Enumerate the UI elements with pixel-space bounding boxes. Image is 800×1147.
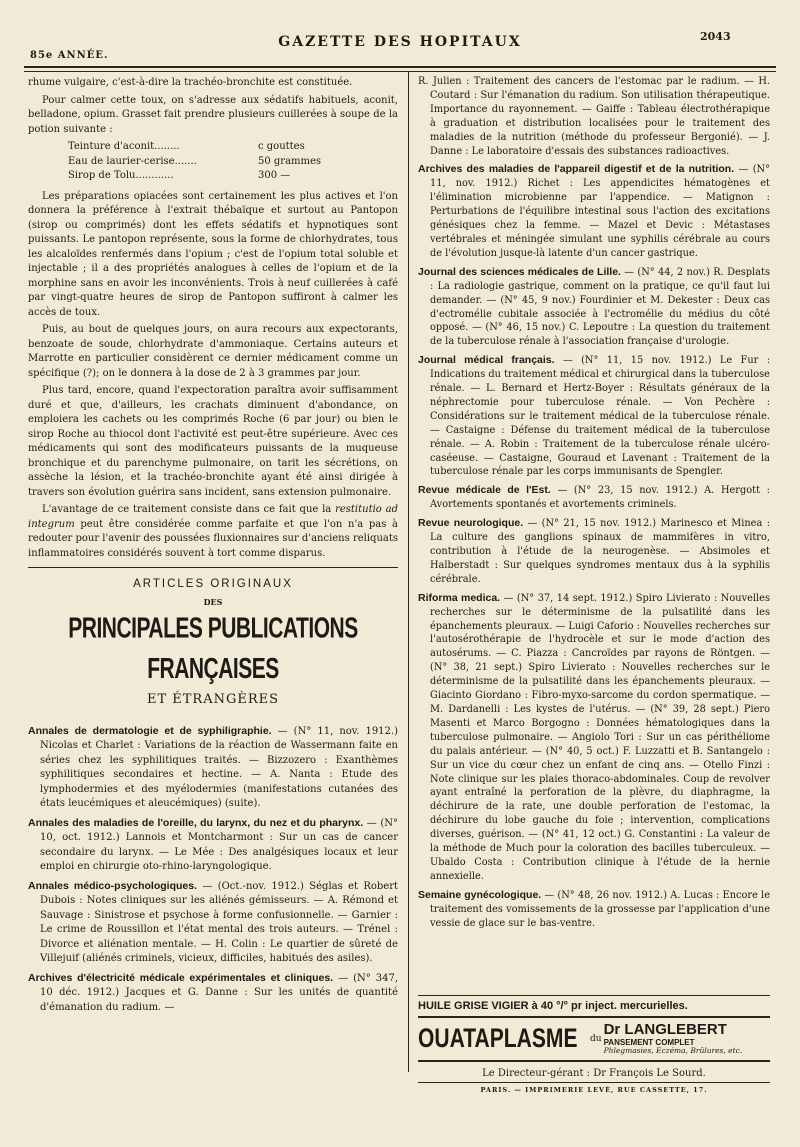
section-des: DES — [203, 596, 223, 607]
journal-title: Journal médical français. — [418, 354, 555, 367]
publication-entry: Archives des maladies de l'appareil digestif et de la nutrition. — (N° 11, nov. 1912.) Richet : Les appendicites hématogènes et l'élimination microbienne par l'appendice. — Matignon : Perturbations de l'équilibre intestinal sous l'action des excitations génésiques chez la femme. — Mazel et Devic : Métastases vertébrales et méningée simulant une syphilis cérébrale au cours de l'évolution jusque-là latente d'un cancer gastrique. — [418, 163, 770, 259]
header-rule — [24, 66, 776, 72]
publication-entry: Journal médical français. — (N° 11, 15 nov. 1912.) Le Fur : Indications du traitement médical et chirurgical dans la tuberculose rénale. — L. Bernard et Hertz-Boyer : Résultats généraux de la néphrectomie pour tuberculose rénale. — Von Pechère : Considérations sur le traitement médical de la tuberculose rénale. — Castaigne : Défense du traitement médical de la tuberculose rénale. — A. Robin : Traitement de la tuberculose rénale ulcéro-caséeuse. — Castaigne, Gouraud et Lavenant : Traitement de la tuberculose rénale par les corps immunisants de Spengler. — [418, 354, 770, 478]
section-rule — [28, 567, 398, 568]
publication-entry: Journal des sciences médicales de Lille. — (N° 44, 2 nov.) R. Desplats : La radiologie gastrique, comment on la pratique, ce qu'il faut lui demander. — (N° 45, 9 nov.) Fourdinier et M. Dekester : Deux cas d'ectromélie cubitale associée à l'ectromélie du médius du côté opposé. — (N° 46, 15 nov.) C. Lepoutre : La question du traitement de la tuberculose rénale à l'association française d'urologie. — [418, 265, 770, 348]
ouataplasme-advert: OUATAPLASME du Dr LANGLEBERT PANSEMENT COMPLET Phlegmasies, Eczéma, Brûlures, etc. — [418, 1016, 770, 1062]
langlebert-name: Dr LANGLEBERT — [603, 1021, 727, 1038]
publication-entry: Archives d'électricité médicale expérimentales et cliniques. — (N° 347, 10 déc. 1912.) Jacques et G. Danne : Sur les unités de quantité d'émanation du radium. — — [28, 971, 398, 1013]
section-label: ARTICLES ORIGINAUX — [133, 578, 293, 590]
journal-title: Semaine gynécologique. — [418, 888, 542, 901]
advert-details: Dr LANGLEBERT PANSEMENT COMPLET Phlegmasies, Eczéma, Brûlures, etc. — [603, 1021, 743, 1056]
left-column — [28, 76, 398, 1019]
journal-title: Revue médicale de l'Est. — [418, 484, 551, 497]
prescription-line: Teinture d'aconit........ c gouttes — [68, 141, 305, 152]
ouataplasme-brand: OUATAPLASME — [418, 1023, 578, 1054]
journal-title: Archives d'électricité médicale expérimentales et cliniques. — [28, 971, 334, 984]
journal-title: Journal des sciences médicales de Lille. — [418, 265, 621, 278]
journal-title: Annales des maladies de l'oreille, du larynx, du nez et du pharynx. — [28, 816, 364, 829]
paragraph: rhume vulgaire, c'est-à-dire la trachéo-bronchite est constituée. — [28, 77, 353, 88]
publication-entry: R. Julien : Traitement des cancers de l'estomac par le radium. — H. Coutard : Sur l'émanation du radium. Son utilisation thérapeutique. Importance du rayonnement. — Gaiffe : Tableau électrothérapique à graduation et distribution localisées pour le traitement des maladies de la nutrition (méthode du professeur Bergonié). — J. Danne : Le laboratoire d'essais des substances radioactives. — [418, 76, 770, 157]
paragraph: Puis, au bout de quelques jours, on aura recours aux expectorants, benzoate de soude, chlorhydrate d'ammoniaque. Certains auteurs et Marrotte en particulier considèrent ce dernier médicament comme un spécifique (?); on le donnera à la dose de 2 à 3 grammes par jour. — [28, 324, 398, 379]
prescription-line: Eau de laurier-cerise....... 50 grammes — [68, 155, 322, 167]
publication-entry: Revue médicale de l'Est. — (N° 23, 15 nov. 1912.) A. Hergott : Avortements spontanés et avortements criminels. — [418, 484, 770, 511]
section-subtitle: ET ÉTRANGÈRES — [146, 692, 280, 708]
paragraph: Pour calmer cette toux, on s'adresse aux sédatifs habituels, aconit, belladone, opium. Grasset fait prendre plusieurs cuillerées à soupe de la potion suivante : — [28, 94, 398, 135]
prescription — [68, 140, 398, 184]
publication-entry: Annales médico-psychologiques. — (Oct.-nov. 1912.) Séglas et Robert Dubois : Notes cliniques sur les aliénés gémisseurs. — A. Rémond et Sauvage : Sinistrose et psychose à forme confusionnelle. — Garnier : Le crime de Roussillon et l'état mental des trois auteurs. — Trénel : Divorce et aliénation mentale. — H. Colin : Le quartier de sûreté de Villejuif (aliénés criminels, vicieux, difficiles, habitués des asiles). — [28, 879, 399, 965]
publication-entry: Annales des maladies de l'oreille, du larynx, du nez et du pharynx. — (N° 10, oct. 1912.) Lannois et Montcharmont : Sur un cas de cancer secondaire du larynx. — Le Mée : Des analgésiques locaux et leur emploi en chirurgie oto-rhino-laryngologique. — [28, 816, 398, 873]
section-title: PRINCIPALES PUBLICATIONS FRANÇAISES — [68, 613, 358, 686]
journal-title: Revue neurologique. — [418, 517, 524, 530]
publication-entry: Revue neurologique. — (N° 21, 15 nov. 1912.) Marinesco et Minea : La culture des ganglions spinaux de mammifères in vitro, contribution à l'étude de la neurogenèse. — Absimoles et Halberstadt : Sur quelques syndromes mentaux dus à la syphilis cérébrale. — [418, 517, 770, 585]
paragraph: L'avantage de ce traitement consiste dans ce fait que la restitutio ad integrum peut être considérée comme parfaite et que l'on n'a pas à redouter pour l'avenir des poussées fluxionnaires sur d'anciens reliquats inflammatoires considérés souvent à tort comme disparus. — [28, 504, 398, 559]
publication-entry: Annales de dermatologie et de syphiligraphie. — (N° 11, nov. 1912.) Nicolas et Charlet : Variations de la réaction de Wassermann faite en séries chez les syphilitiques traités. — Bizzozero : Exanthèmes syphilitiques secondaires et hectine. — A. Nanta : Etude des lymphodermies et des myélodermies (manifestations cutanées des états leucémiques et aleucémiques) (suite). — [28, 724, 398, 810]
paragraph: Les préparations opiacées sont certainement les plus actives et l'on donnera la préférence à l'extrait thébaïque et surtout au Pantopon (sirop ou comprimés) dont les effets sédatifs et hypnotiques sont puissants. Le pantopon représente, sous la forme de chlorhydrates, tous les alcaloïdes renfermés dans l'opium ; c'est de l'opium total soluble et injectable ; il a des propriétés analogues à celles de l'opium et de la morphine sans en avoir les inconvénients. Trois à neuf cuillerées à café par vingt-quatre heures de sirop de Pantopon suffiront à calmer les accès de toux. — [28, 190, 398, 318]
directeur-gerant: Le Directeur-gérant : Dr François Le Sourd. — [482, 1067, 706, 1079]
issue-year: 85e ANNÉE. — [30, 50, 109, 61]
journal-title: Annales de dermatologie et de syphiligraphie. — [28, 724, 272, 737]
journal-title: Annales médico-psychologiques. — [28, 879, 198, 892]
journal-title: Archives des maladies de l'appareil digestif et de la nutrition. — [418, 163, 735, 176]
prescription-line: Sirop de Tolu............ 300 — — [68, 170, 291, 181]
journal-title: Riforma medica. — [418, 591, 501, 604]
publication-entry: Semaine gynécologique. — (N° 48, 26 nov. 1912.) A. Lucas : Encore le traitement des vomissements de la grossesse par l'application d'une vessie de glace sur le bas-ventre. — [418, 888, 770, 929]
imprimerie-line: PARIS. — IMPRIMERIE LEVÉ, RUE CASSETTE, 17. — [418, 1082, 770, 1094]
page-number: 2043 — [700, 30, 731, 43]
huile-grise-advert: HUILE GRISE VIGIER à 40 °/° pr inject. mercurielles. — [418, 995, 770, 1016]
advert-block — [418, 995, 770, 1094]
newspaper-title: GAZETTE DES HOPITAUX — [278, 34, 522, 50]
publication-entry: Riforma medica. — (N° 37, 14 sept. 1912.) Spiro Livierato : Nouvelles recherches sur le déterminisme de la pulsatilité dans les épanchements pleuraux. — Luigi Caforio : Nouvelles recherches sur l'autosérothérapie de l'hydrocèle et sur le mode d'action des autosérums. — C. Piazza : Cancroïdes par rayons de Röntgen. — (N° 38, 21 sept.) Spiro Livierato : Nouvelles recherches sur le déterminisme de la pulsatilité dans les épanchements pleuraux. — Giacinto Giordano : Fibro-myxo-sarcome du cordon spermatique. — M. Dardanelli : Les kystes de l'utérus. — (N° 39, 28 sept.) Piero Masenti et Marco Borgogno : Données hématologiques dans la tuberculose pulmonaire. — Angiolo Tori : Sur un cas périthéliome du palais antérieur. — (N° 40, 5 oct.) F. Luzzatti et B. Santangelo : Sur un vice du cœur chez un enfant de cinq ans. — Otello Finzi : Note clinique sur les plaies thoraco-abdominales. Coup de revolver ayant entraîné la perforation de la plèvre, du diaphragme, la déchirure de la rate, une double perforation de l'estomac, la déchirure du lobe gauche du foie ; intervention, complications diverses, guérison. — (N° 41, 12 oct.) G. Constantini : La valeur de la méthode de Much pour la coloration des bacilles tuberculeux. — Ubaldo Costa : Contribution clinique à l'étude de la hernie annexielle. — [418, 591, 770, 882]
column-divider — [408, 72, 409, 1072]
paragraph: Plus tard, encore, quand l'expectoration paraîtra avoir suffisamment duré et que, d'ailleurs, les crachats diminuent d'abondance, on emploiera les cachets ou les comprimés Roche (6 par jour) ou bien le sirop Roche au thiocol dont l'activité est peut-être supérieure. Avec ces médicaments qui sont des modificateurs puissants de la muqueuse bronchique et du parenchyme pulmonaire, on tarit les sécrétions, on assèche la lésion, et la trachéo-bronchite ayant été ainsi dirigée à travers son évolution guérira sans incident, sans extension pulmonaire. — [28, 385, 398, 498]
right-column — [418, 74, 770, 934]
